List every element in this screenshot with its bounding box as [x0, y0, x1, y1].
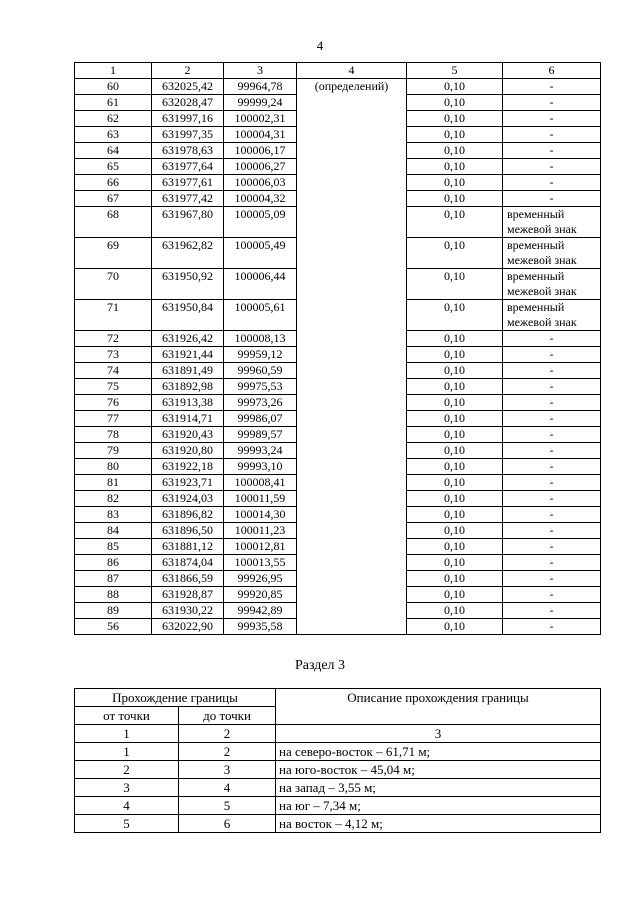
accuracy-value: 0,10	[407, 427, 503, 443]
coordinate-y: 100006,27	[224, 159, 297, 175]
boundary-description: на восток – 4,12 м;	[276, 815, 601, 833]
point-number: 78	[75, 427, 152, 443]
accuracy-value: 0,10	[407, 555, 503, 571]
accuracy-value: 0,10	[407, 127, 503, 143]
mark-description: -	[503, 619, 601, 635]
accuracy-value: 0,10	[407, 300, 503, 331]
accuracy-value: 0,10	[407, 111, 503, 127]
coordinate-x: 631922,18	[152, 459, 224, 475]
point-number: 80	[75, 459, 152, 475]
boundary-group-header: Прохождение границы	[75, 689, 276, 707]
point-number: 64	[75, 143, 152, 159]
point-number: 60	[75, 79, 152, 95]
point-number: 63	[75, 127, 152, 143]
coordinate-x: 631926,42	[152, 331, 224, 347]
point-number: 70	[75, 269, 152, 300]
mark-description: временный межевой знак	[503, 207, 601, 238]
coordinate-x: 631881,12	[152, 539, 224, 555]
mark-description: -	[503, 507, 601, 523]
accuracy-value: 0,10	[407, 143, 503, 159]
accuracy-value: 0,10	[407, 523, 503, 539]
coordinate-x: 631997,35	[152, 127, 224, 143]
coordinate-x: 631896,82	[152, 507, 224, 523]
mark-description: -	[503, 111, 601, 127]
coordinate-y: 99920,85	[224, 587, 297, 603]
accuracy-value: 0,10	[407, 191, 503, 207]
mark-description: временный межевой знак	[503, 238, 601, 269]
column-header: 5	[407, 63, 503, 79]
mark-description: -	[503, 539, 601, 555]
coordinate-y: 99959,12	[224, 347, 297, 363]
coordinate-x: 631977,42	[152, 191, 224, 207]
coordinate-y: 100014,30	[224, 507, 297, 523]
mark-description: -	[503, 175, 601, 191]
coordinate-y: 99993,24	[224, 443, 297, 459]
point-number: 77	[75, 411, 152, 427]
point-number: 69	[75, 238, 152, 269]
mark-description: -	[503, 459, 601, 475]
accuracy-value: 0,10	[407, 175, 503, 191]
column-header: 2	[152, 63, 224, 79]
column-number: 3	[276, 725, 601, 743]
boundary-description: на северо-восток – 61,71 м;	[276, 743, 601, 761]
point-number: 76	[75, 395, 152, 411]
table-row	[75, 761, 601, 779]
mark-description: -	[503, 555, 601, 571]
coordinate-y: 99960,59	[224, 363, 297, 379]
to-point: 2	[179, 743, 276, 761]
coordinate-y: 100008,41	[224, 475, 297, 491]
coordinates-table	[74, 62, 601, 635]
mark-description: временный межевой знак	[503, 300, 601, 331]
mark-description: -	[503, 571, 601, 587]
coordinate-x: 631962,82	[152, 238, 224, 269]
mark-description: -	[503, 523, 601, 539]
point-number: 89	[75, 603, 152, 619]
to-point: 6	[179, 815, 276, 833]
boundary-description: на запад – 3,55 м;	[276, 779, 601, 797]
mark-description: -	[503, 491, 601, 507]
accuracy-value: 0,10	[407, 347, 503, 363]
column-header: 3	[224, 63, 297, 79]
mark-description: -	[503, 395, 601, 411]
coordinate-x: 631923,71	[152, 475, 224, 491]
accuracy-value: 0,10	[407, 475, 503, 491]
mark-description: -	[503, 347, 601, 363]
to-point: 3	[179, 761, 276, 779]
mark-description: -	[503, 363, 601, 379]
point-number: 82	[75, 491, 152, 507]
point-number: 72	[75, 331, 152, 347]
table-row	[75, 79, 601, 95]
accuracy-value: 0,10	[407, 395, 503, 411]
mark-description: -	[503, 79, 601, 95]
mark-description: -	[503, 127, 601, 143]
coordinate-y: 100006,17	[224, 143, 297, 159]
coordinate-x: 631892,98	[152, 379, 224, 395]
coordinate-y: 100006,44	[224, 269, 297, 300]
coordinate-x: 632025,42	[152, 79, 224, 95]
point-number: 61	[75, 95, 152, 111]
coordinate-y: 99986,07	[224, 411, 297, 427]
coordinate-y: 100005,49	[224, 238, 297, 269]
point-number: 74	[75, 363, 152, 379]
point-number: 65	[75, 159, 152, 175]
header-row	[75, 63, 601, 79]
mark-description: -	[503, 411, 601, 427]
coordinate-x: 631866,59	[152, 571, 224, 587]
coordinate-y: 99989,57	[224, 427, 297, 443]
mark-description: -	[503, 379, 601, 395]
coordinate-x: 631921,44	[152, 347, 224, 363]
point-number: 62	[75, 111, 152, 127]
coordinate-x: 631928,87	[152, 587, 224, 603]
point-number: 75	[75, 379, 152, 395]
point-number: 85	[75, 539, 152, 555]
accuracy-value: 0,10	[407, 603, 503, 619]
coordinate-x: 631891,49	[152, 363, 224, 379]
accuracy-value: 0,10	[407, 571, 503, 587]
to-point: 5	[179, 797, 276, 815]
coordinate-y: 99964,78	[224, 79, 297, 95]
coordinate-x: 631930,22	[152, 603, 224, 619]
point-number: 68	[75, 207, 152, 238]
point-number: 73	[75, 347, 152, 363]
coordinate-y: 100008,13	[224, 331, 297, 347]
point-number: 79	[75, 443, 152, 459]
coordinate-x: 632028,47	[152, 95, 224, 111]
coordinate-y: 100004,31	[224, 127, 297, 143]
column-header: 1	[75, 63, 152, 79]
point-number: 83	[75, 507, 152, 523]
coordinate-x: 631967,80	[152, 207, 224, 238]
mark-description: -	[503, 191, 601, 207]
accuracy-value: 0,10	[407, 491, 503, 507]
mark-description: -	[503, 603, 601, 619]
from-point: 5	[75, 815, 179, 833]
accuracy-value: 0,10	[407, 443, 503, 459]
column-header: 6	[503, 63, 601, 79]
accuracy-value: 0,10	[407, 269, 503, 300]
coordinate-y: 100004,32	[224, 191, 297, 207]
to-point-header: до точки	[179, 707, 276, 725]
coordinate-y: 100011,23	[224, 523, 297, 539]
coordinate-x: 631896,50	[152, 523, 224, 539]
mark-description: -	[503, 587, 601, 603]
boundary-description-table	[74, 688, 601, 833]
coordinate-x: 631913,38	[152, 395, 224, 411]
table-row	[75, 797, 601, 815]
coordinate-x: 631920,80	[152, 443, 224, 459]
accuracy-value: 0,10	[407, 238, 503, 269]
table-row	[75, 815, 601, 833]
accuracy-value: 0,10	[407, 459, 503, 475]
coordinate-x: 631950,92	[152, 269, 224, 300]
coordinate-y: 99935,58	[224, 619, 297, 635]
from-point: 2	[75, 761, 179, 779]
coordinate-y: 100005,09	[224, 207, 297, 238]
accuracy-value: 0,10	[407, 619, 503, 635]
mark-description: -	[503, 95, 601, 111]
point-number: 87	[75, 571, 152, 587]
from-point-header: от точки	[75, 707, 179, 725]
coordinate-x: 631977,64	[152, 159, 224, 175]
coordinate-y: 99993,10	[224, 459, 297, 475]
page-number: 4	[316, 38, 324, 53]
coordinate-x: 631977,61	[152, 175, 224, 191]
coordinate-x: 631920,43	[152, 427, 224, 443]
accuracy-value: 0,10	[407, 411, 503, 427]
point-number: 88	[75, 587, 152, 603]
section-title: Раздел 3	[294, 658, 346, 673]
accuracy-value: 0,10	[407, 331, 503, 347]
coordinate-y: 100011,59	[224, 491, 297, 507]
mark-description: -	[503, 331, 601, 347]
accuracy-value: 0,10	[407, 539, 503, 555]
to-point: 4	[179, 779, 276, 797]
mark-description: -	[503, 427, 601, 443]
point-number: 66	[75, 175, 152, 191]
coordinate-x: 631874,04	[152, 555, 224, 571]
point-number: 81	[75, 475, 152, 491]
mark-description: -	[503, 443, 601, 459]
from-point: 1	[75, 743, 179, 761]
accuracy-value: 0,10	[407, 363, 503, 379]
accuracy-value: 0,10	[407, 207, 503, 238]
accuracy-value: 0,10	[407, 159, 503, 175]
column-header: 4	[297, 63, 407, 79]
coordinate-y: 99975,53	[224, 379, 297, 395]
point-number: 67	[75, 191, 152, 207]
boundary-description: на юго-восток – 45,04 м;	[276, 761, 601, 779]
description-header: Описание прохождения границы	[276, 689, 601, 725]
coordinate-x: 631924,03	[152, 491, 224, 507]
coordinate-y: 99926,95	[224, 571, 297, 587]
determination-method: (определений)	[297, 79, 407, 635]
coordinate-x: 631950,84	[152, 300, 224, 331]
coordinate-y: 99942,89	[224, 603, 297, 619]
accuracy-value: 0,10	[407, 79, 503, 95]
coordinate-y: 99973,26	[224, 395, 297, 411]
coordinate-x: 632022,90	[152, 619, 224, 635]
point-number: 56	[75, 619, 152, 635]
coordinate-y: 100013,55	[224, 555, 297, 571]
column-number: 2	[179, 725, 276, 743]
table-row	[75, 743, 601, 761]
accuracy-value: 0,10	[407, 95, 503, 111]
coordinate-y: 100006,03	[224, 175, 297, 191]
mark-description: -	[503, 475, 601, 491]
point-number: 86	[75, 555, 152, 571]
coordinate-y: 99999,24	[224, 95, 297, 111]
coordinate-y: 100002,31	[224, 111, 297, 127]
column-number: 1	[75, 725, 179, 743]
coordinate-y: 100012,81	[224, 539, 297, 555]
table-row	[75, 779, 601, 797]
accuracy-value: 0,10	[407, 587, 503, 603]
mark-description: -	[503, 159, 601, 175]
coordinate-x: 631914,71	[152, 411, 224, 427]
coordinate-x: 631997,16	[152, 111, 224, 127]
accuracy-value: 0,10	[407, 507, 503, 523]
from-point: 4	[75, 797, 179, 815]
accuracy-value: 0,10	[407, 379, 503, 395]
from-point: 3	[75, 779, 179, 797]
coordinate-y: 100005,61	[224, 300, 297, 331]
point-number: 71	[75, 300, 152, 331]
coordinate-x: 631978,63	[152, 143, 224, 159]
boundary-description: на юг – 7,34 м;	[276, 797, 601, 815]
mark-description: -	[503, 143, 601, 159]
mark-description: временный межевой знак	[503, 269, 601, 300]
point-number: 84	[75, 523, 152, 539]
